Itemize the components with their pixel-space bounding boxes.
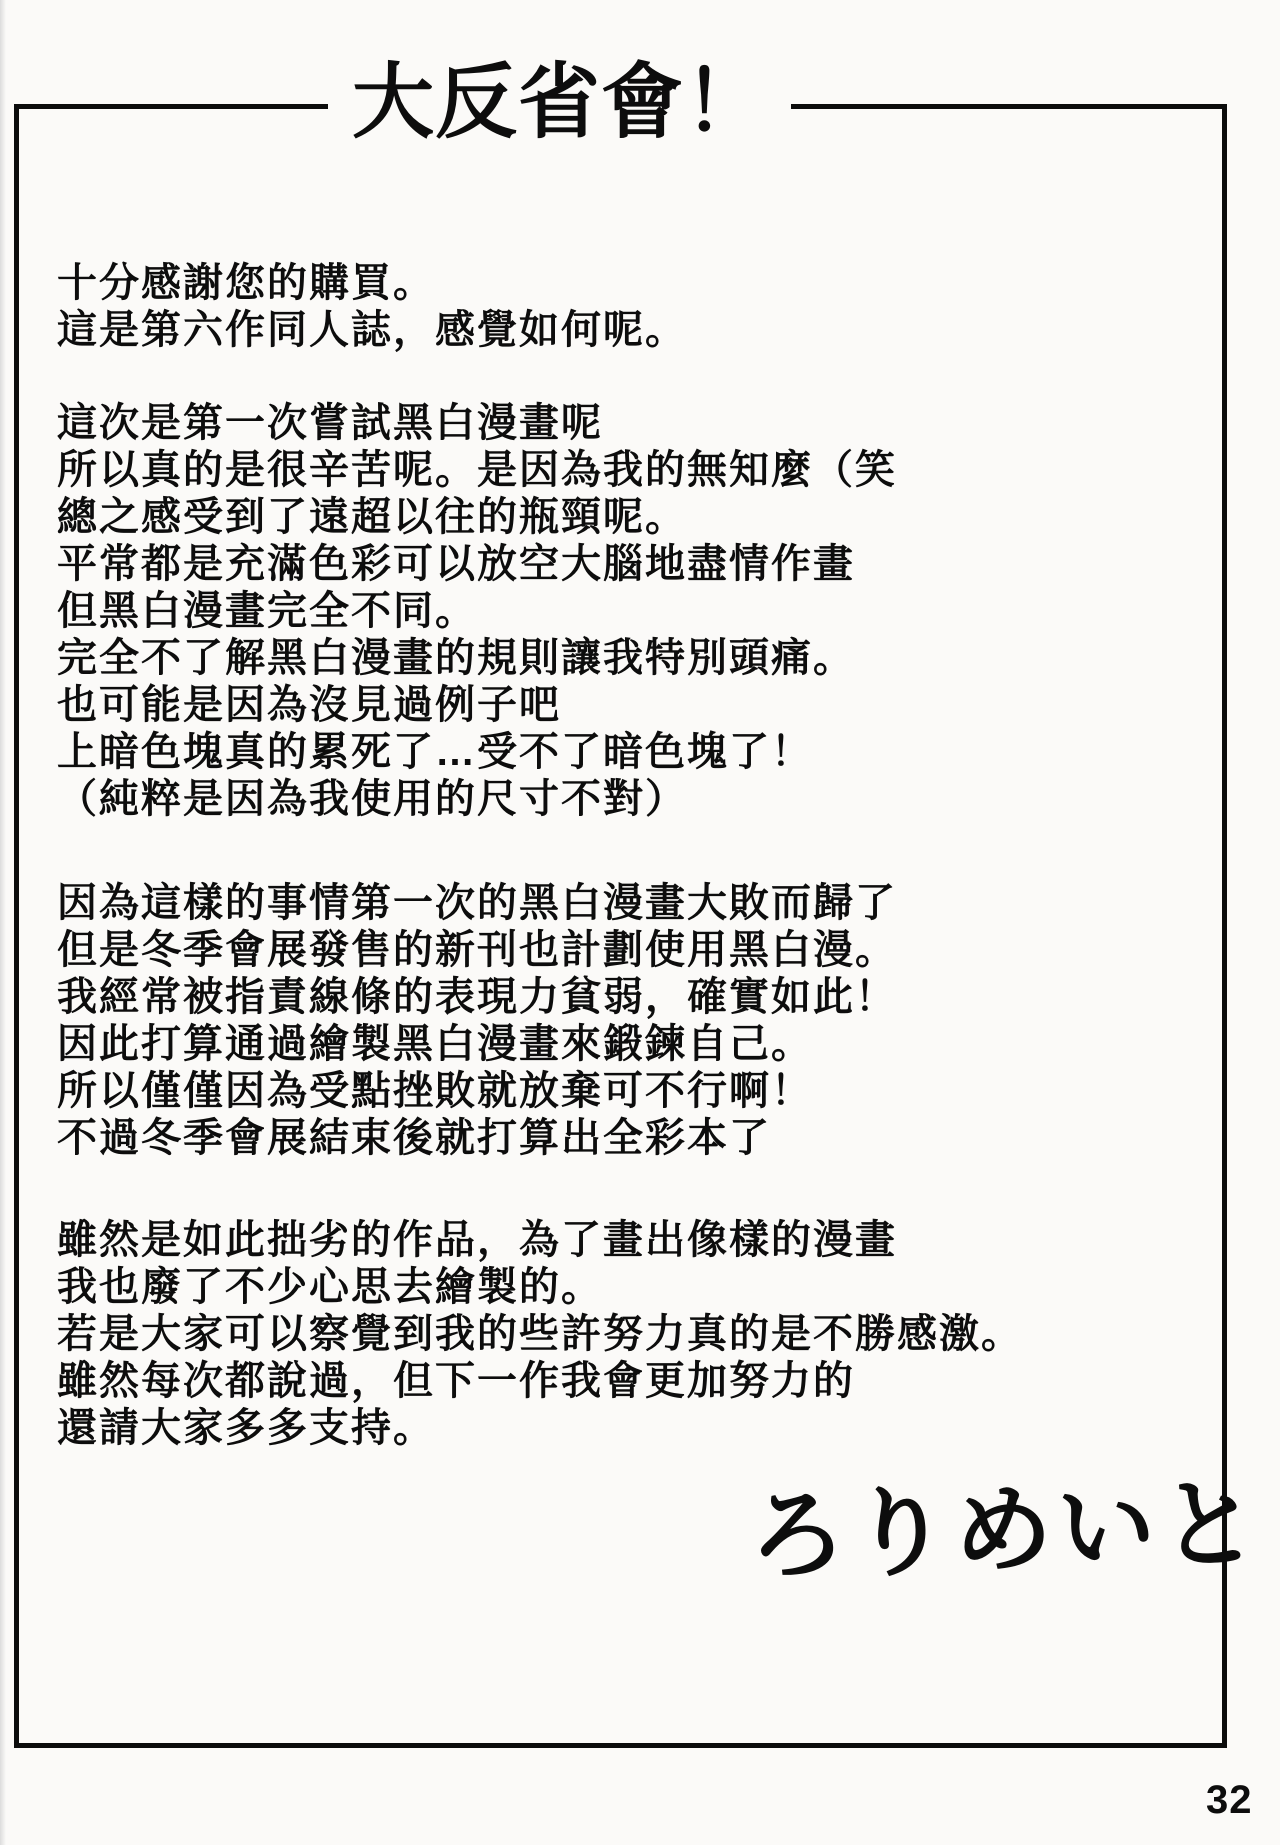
text-line: 上暗色塊真的累死了…受不了暗色塊了！ <box>57 730 813 774</box>
text-line: 雖然是如此拙劣的作品，為了畫出像樣的漫畫 <box>57 1218 897 1262</box>
text-line: （純粹是因為我使用的尺寸不對） <box>57 777 687 821</box>
text-line: 我也廢了不少心思去繪製的。 <box>57 1265 603 1309</box>
scan-edge-shadow <box>0 0 6 1845</box>
page-number: 32 <box>1206 1778 1253 1822</box>
text-line: 這是第六作同人誌，感覺如何呢。 <box>57 308 687 352</box>
text-line: 還請大家多多支持。 <box>57 1406 435 1450</box>
text-line: 十分感謝您的購買。 <box>57 261 435 305</box>
text-line: 但黑白漫畫完全不同。 <box>57 589 477 633</box>
text-line: 平常都是充滿色彩可以放空大腦地盡情作畫 <box>57 542 855 586</box>
text-line: 完全不了解黑白漫畫的規則讓我特別頭痛。 <box>57 636 855 680</box>
afterword-paragraph-thanks <box>57 260 687 354</box>
afterword-paragraph-closing <box>57 1217 1023 1452</box>
text-line: 總之感受到了遠超以往的瓶頸呢。 <box>57 495 687 539</box>
afterword-paragraph-next-plans <box>57 880 897 1162</box>
text-line: 不過冬季會展結束後就打算出全彩本了 <box>57 1116 771 1160</box>
text-line: 我經常被指責線條的表現力貧弱，確實如此！ <box>57 975 897 1019</box>
text-line: 若是大家可以察覺到我的些許努力真的是不勝感激。 <box>57 1312 1023 1356</box>
text-line: 因為這樣的事情第一次的黑白漫畫大敗而歸了 <box>57 881 897 925</box>
author-signature: ろりめいと <box>746 1468 1265 1592</box>
text-line: 也可能是因為沒見過例子吧 <box>57 683 561 727</box>
text-line: 雖然每次都說過，但下一作我會更加努力的 <box>57 1359 855 1403</box>
text-line: 這次是第一次嘗試黑白漫畫呢 <box>57 401 603 445</box>
text-line: 因此打算通過繪製黑白漫畫來鍛鍊自己。 <box>57 1022 813 1066</box>
page-title: 大反省會！ <box>328 56 791 150</box>
text-line: 但是冬季會展發售的新刊也計劃使用黑白漫。 <box>57 928 897 972</box>
afterword-paragraph-bw-struggle <box>57 400 897 823</box>
text-line: 所以僅僅因為受點挫敗就放棄可不行啊！ <box>57 1069 813 1113</box>
text-line: 所以真的是很辛苦呢。是因為我的無知麼（笑 <box>57 448 897 492</box>
